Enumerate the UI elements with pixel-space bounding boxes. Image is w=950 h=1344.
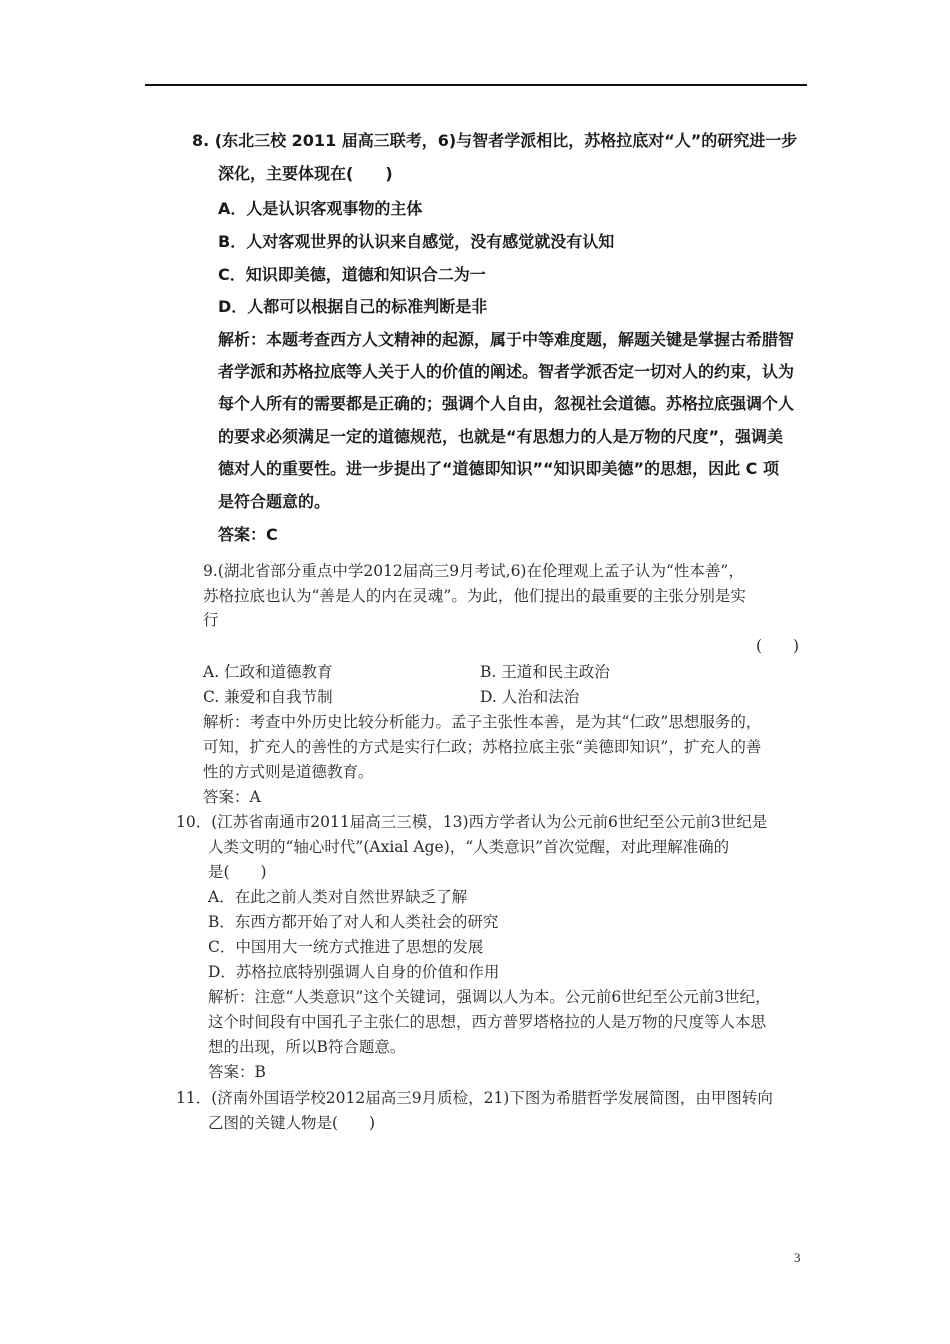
q10-stem-line1: 10．(江苏省南通市2011届高三三模，13)西方学者认为公元前6世纪至公元前3世纪是	[176, 813, 768, 831]
q10-analysis-line2: 这个时间段有中国孔子主张仁的思想，西方普罗塔格拉的人是万物的尺度等人本思	[208, 1013, 767, 1031]
q9-stem-line2: 苏格拉底也认为“善是人的内在灵魂”。为此，他们提出的最重要的主张分别是实	[203, 587, 746, 605]
q10-answer: 答案：B	[208, 1063, 266, 1081]
q8-analysis-line6: 是符合题意的。	[218, 492, 331, 511]
q9-stem-line1: 9.(湖北省部分重点中学2012届高三9月考试,6)在伦理观上孟子认为“性本善”，	[203, 562, 744, 580]
q10-option-c: C．中国用大一统方式推进了思想的发展	[208, 938, 484, 956]
q8-analysis-line1: 解析：本题考查西方人文精神的起源，属于中等难度题，解题关键是掌握古希腊智	[218, 330, 795, 349]
q9-analysis-line1: 解析：考查中外历史比较分析能力。孟子主张性本善，是为其“仁政”思想服务的，	[203, 713, 762, 731]
page-number: 3	[794, 1250, 801, 1265]
q8-option-a: A．人是认识客观事物的主体	[218, 199, 423, 218]
q10-analysis-line3: 想的出现，所以B符合题意。	[208, 1038, 406, 1056]
q9-analysis-line2: 可知，扩充人的善性的方式是实行仁政；苏格拉底主张“美德即知识”，扩充人的善	[203, 738, 762, 756]
q8-option-b: B．人对客观世界的认识来自感觉，没有感觉就没有认知	[218, 232, 615, 251]
q9-option-d: D. 人治和法治	[480, 688, 580, 706]
q8-analysis-line5: 德对人的重要性。进一步提出了“道德即知识”“知识即美德”的思想，因此 C 项	[218, 459, 779, 478]
q8-stem-line1: 8. (东北三校 2011 届高三联考，6)与智者学派相比，苏格拉底对“人”的研究进一步	[192, 131, 798, 150]
header-rule	[145, 84, 807, 86]
q8-analysis-line3: 每个人所有的需要都是正确的；强调个人自由，忽视社会道德。苏格拉底强调个人	[218, 394, 795, 413]
q10-stem-line3: 是( )	[208, 863, 267, 881]
q10-option-d: D．苏格拉底特别强调人自身的价值和作用	[208, 963, 500, 981]
q9-option-c: C. 兼爱和自我节制	[203, 688, 333, 706]
q8-stem-line2: 深化，主要体现在( )	[218, 164, 393, 183]
q9-option-b: B. 王道和民主政治	[480, 663, 610, 681]
q10-option-b: B．东西方都开始了对人和人类社会的研究	[208, 913, 499, 931]
q8-option-d: D．人都可以根据自己的标准判断是非	[218, 297, 488, 316]
q9-stem-line3: 行	[203, 611, 219, 629]
q8-answer: 答案：C	[218, 525, 278, 544]
q9-analysis-line3: 性的方式则是道德教育。	[203, 763, 374, 781]
q8-analysis-line4: 的要求必须满足一定的道德规范，也就是“有思想力的人是万物的尺度”，强调美	[218, 427, 784, 446]
q8-option-c: C．知识即美德，道德和知识合二为一	[218, 265, 486, 284]
q9-answer: 答案：A	[203, 788, 261, 806]
q11-stem-line2: 乙图的关键人物是( )	[208, 1114, 376, 1132]
q9-option-a: A. 仁政和道德教育	[203, 663, 333, 681]
q10-stem-line2: 人类文明的“轴心时代”(Axial Age)，“人类意识”首次觉醒，对此理解准确的	[208, 838, 730, 856]
q9-answer-bracket: ( )	[756, 637, 800, 655]
q10-option-a: A．在此之前人类对自然世界缺乏了解	[208, 888, 468, 906]
q8-analysis-line2: 者学派和苏格拉底等人关于人的价值的阐述。智者学派否定一切对人的约束，认为	[218, 362, 795, 381]
q10-analysis-line1: 解析：注意“人类意识”这个关键词，强调以人为本。公元前6世纪至公元前3世纪，	[208, 988, 771, 1006]
q11-stem-line1: 11．(济南外国语学校2012届高三9月质检，21)下图为希腊哲学发展简图，由甲图转向	[176, 1089, 773, 1107]
